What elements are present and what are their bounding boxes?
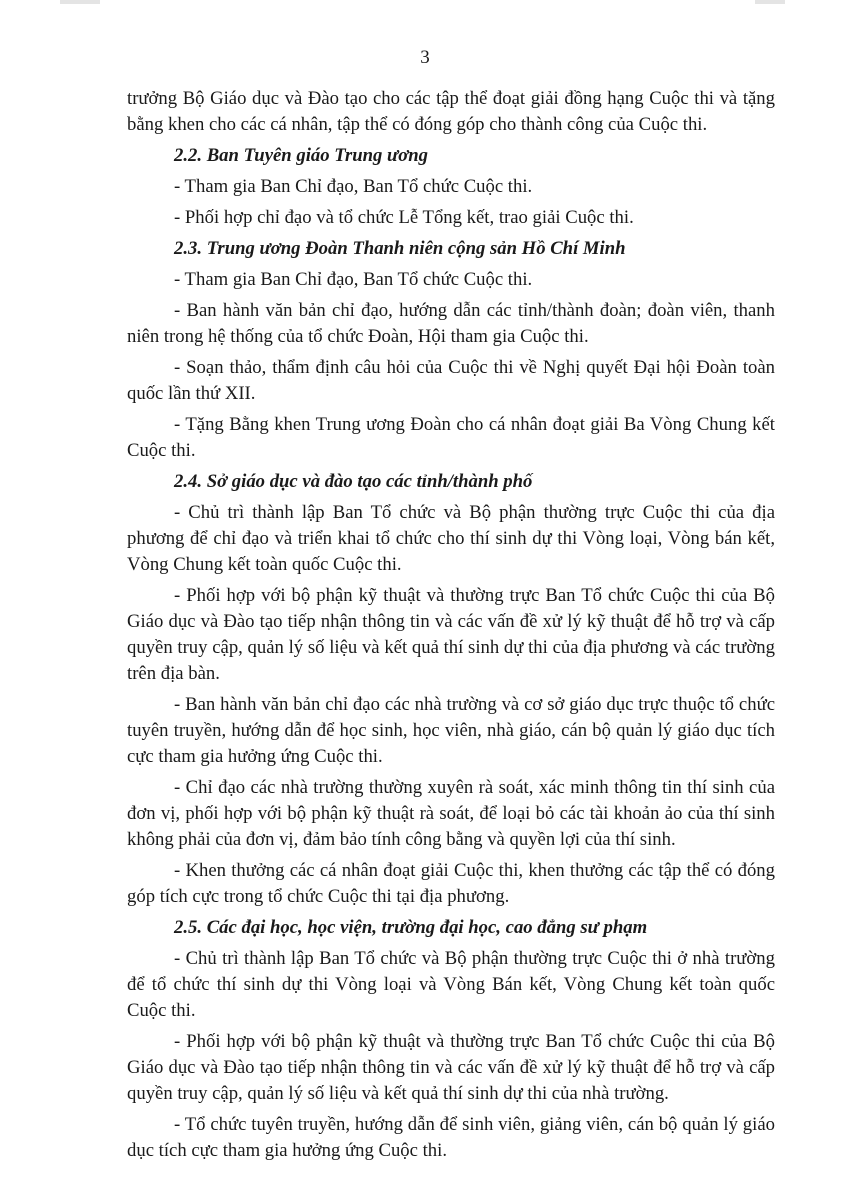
section-heading-2-4: 2.4. Sở giáo dục và đào tạo các tỉnh/thành phố [174, 471, 533, 492]
list-item: - Ban hành văn bản chỉ đạo các nhà trường và cơ sở giáo dục trực thuộc tổ chức tuyên truyền, hướng dẫn để học sinh, học viên, nhà giáo, cán bộ quản lý giáo dục tích cực tham gia hưởng ứng Cuộc thi. [127, 694, 775, 767]
list-item: - Phối hợp với bộ phận kỹ thuật và thường trực Ban Tổ chức Cuộc thi của Bộ Giáo dục và Đào tạo tiếp nhận thông tin và các vấn đề xử lý kỹ thuật để hỗ trợ và cấp quyền truy cập, quản lý số liệu và kết quả thí sinh dự thi của địa phương và các trường trên địa bàn. [127, 585, 775, 684]
list-item: - Ban hành văn bản chỉ đạo, hướng dẫn các tỉnh/thành đoàn; đoàn viên, thanh niên trong hệ thống của tổ chức Đoàn, Hội tham gia Cuộc thi. [127, 300, 775, 347]
list-item: - Khen thưởng các cá nhân đoạt giải Cuộc thi, khen thưởng các tập thể có đóng góp tích cực trong tổ chức Cuộc thi tại địa phương. [127, 860, 775, 907]
list-item: - Phối hợp chỉ đạo và tổ chức Lễ Tổng kết, trao giải Cuộc thi. [174, 207, 634, 228]
page-number: 3 [420, 47, 430, 68]
section-heading-2-5: 2.5. Các đại học, học viện, trường đại học, cao đẳng sư phạm [174, 917, 648, 938]
scan-artifact [755, 0, 785, 4]
list-item: - Phối hợp với bộ phận kỹ thuật và thường trực Ban Tổ chức Cuộc thi của Bộ Giáo dục và Đào tạo tiếp nhận thông tin và các vấn đề xử lý kỹ thuật để hỗ trợ và cấp quyền truy cập, quản lý số liệu và kết quả thí sinh dự thi của nhà trường. [127, 1031, 775, 1104]
section-heading-2-2: 2.2. Ban Tuyên giáo Trung ương [174, 145, 428, 166]
list-item: - Tham gia Ban Chỉ đạo, Ban Tổ chức Cuộc thi. [174, 269, 533, 290]
list-item: - Tặng Bằng khen Trung ương Đoàn cho cá nhân đoạt giải Ba Vòng Chung kết Cuộc thi. [127, 414, 775, 461]
document-body [127, 86, 775, 1169]
list-item: - Tổ chức tuyên truyền, hướng dẫn để sinh viên, giảng viên, cán bộ quản lý giáo dục tích cực tham gia hưởng ứng Cuộc thi. [127, 1114, 775, 1161]
list-item: - Chủ trì thành lập Ban Tổ chức và Bộ phận thường trực Cuộc thi của địa phương để chỉ đạo và triển khai tổ chức cho thí sinh dự thi Vòng loại, Vòng bán kết, Vòng Chung kết toàn quốc Cuộc thi. [127, 502, 775, 575]
paragraph-continued: trưởng Bộ Giáo dục và Đào tạo cho các tập thể đoạt giải đồng hạng Cuộc thi và tặng bằng khen cho các cá nhân, tập thể có đóng góp cho thành công của Cuộc thi. [127, 88, 775, 135]
list-item: - Chỉ đạo các nhà trường thường xuyên rà soát, xác minh thông tin thí sinh của đơn vị, phối hợp với bộ phận kỹ thuật rà soát, để loại bỏ các tài khoản ảo của thí sinh không phải của đơn vị, đảm bảo tính công bằng và quyền lợi của thí sinh. [127, 777, 775, 850]
scan-artifact [60, 0, 100, 4]
list-item: - Chủ trì thành lập Ban Tổ chức và Bộ phận thường trực Cuộc thi ở nhà trường để tổ chức thí sinh dự thi Vòng loại và Vòng Bán kết, Vòng Chung kết toàn quốc Cuộc thi. [127, 948, 775, 1021]
section-heading-2-3: 2.3. Trung ương Đoàn Thanh niên cộng sản Hồ Chí Minh [174, 238, 626, 259]
list-item: - Tham gia Ban Chỉ đạo, Ban Tổ chức Cuộc thi. [174, 176, 533, 197]
list-item: - Soạn thảo, thẩm định câu hỏi của Cuộc thi về Nghị quyết Đại hội Đoàn toàn quốc lần thứ XII. [127, 357, 775, 404]
